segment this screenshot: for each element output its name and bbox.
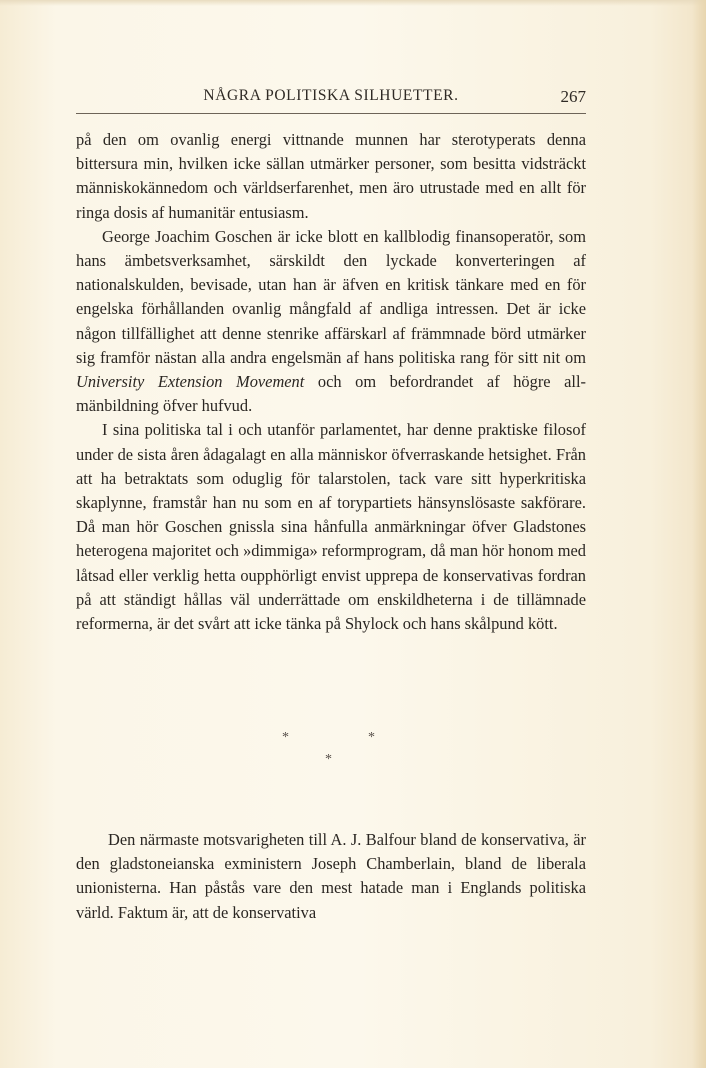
paragraph-goschen-text-before: George Joachim Goschen är icke blott en kallblodig finansoperatör, som hans ämbetsverksamhet, särskildt den lyckade konverteringen af nationalskulden, bevisade, utan han är äfven en kritisk tänkare med en för engelska förhållanden ovanlig mångfald af andliga intressen. Det är icke någon tillfällighet att denne stenrike affärskarl af främmnade börd utmärker sig framför nästan alla andra engelsmän af hans politiska rang för sitt nit om	[76, 226, 586, 367]
asterism-star: *	[325, 752, 332, 767]
page-header	[76, 85, 586, 114]
paragraph-continuation: på den om ovanlig energi vittnande munnen har sterotyperats denna bittersura min, hvilken icke sällan utmärker personer, som besitta vidsträckt människokännedom och världserfarenhet, men äro utrustade med en allt för ringa dosis af humanitär entusiasm.	[76, 130, 586, 222]
asterism-star: *	[368, 730, 375, 745]
main-text	[76, 128, 586, 636]
section-break	[76, 730, 586, 776]
paragraph-goschen-text-after: och om befordrandet af högre allmänbildning öfver hufvud.	[76, 372, 586, 416]
closing-text	[76, 828, 586, 925]
running-title: NÅGRA POLITISKA SILHUETTER.	[203, 87, 459, 104]
asterism-star: *	[282, 730, 289, 745]
paragraph-goschen-intro	[76, 225, 586, 419]
paragraph-goschen-speeches: I sina politiska tal i och utanför parlamentet, har denne praktiske filosof under de sista åren ådagalagt en alla människor öfverraskande hetsighet. Från att ha betraktats som oduglig för talarstolen, tack vare sitt hyperkritiska skaplynne, framstår han nu som en af torypartiets hänsynslösaste sakförare. Då man hör Goschen gnissla sina hånfulla anmärkningar öfver Gladstones heterogena majoritet och »dimmiga» reformprogram, då man hör honom med låtsad eller verklig hetta oupphörligt envist upprepa de konservativas fordran på att ständigt hållas väl underrättade om enskildheterna i de tillämnade reformerna, är det svårt att icke tänka på Shylock och hans skålpund kött.	[76, 420, 586, 634]
page-right-edge	[692, 0, 706, 1068]
page-top-edge	[0, 0, 706, 6]
paragraph-chamberlain: Den närmaste motsvarigheten till A. J. Balfour bland de konservativa, är den gladstoneianska exministern Joseph Chamberlain, bland de liberala unionisterna. Han påstås vare den mest hatade man i Englands politiska värld. Faktum är, att de konservativa	[76, 830, 586, 922]
italic-term: University Extension Movement	[76, 372, 305, 392]
page-number: 267	[560, 87, 586, 106]
